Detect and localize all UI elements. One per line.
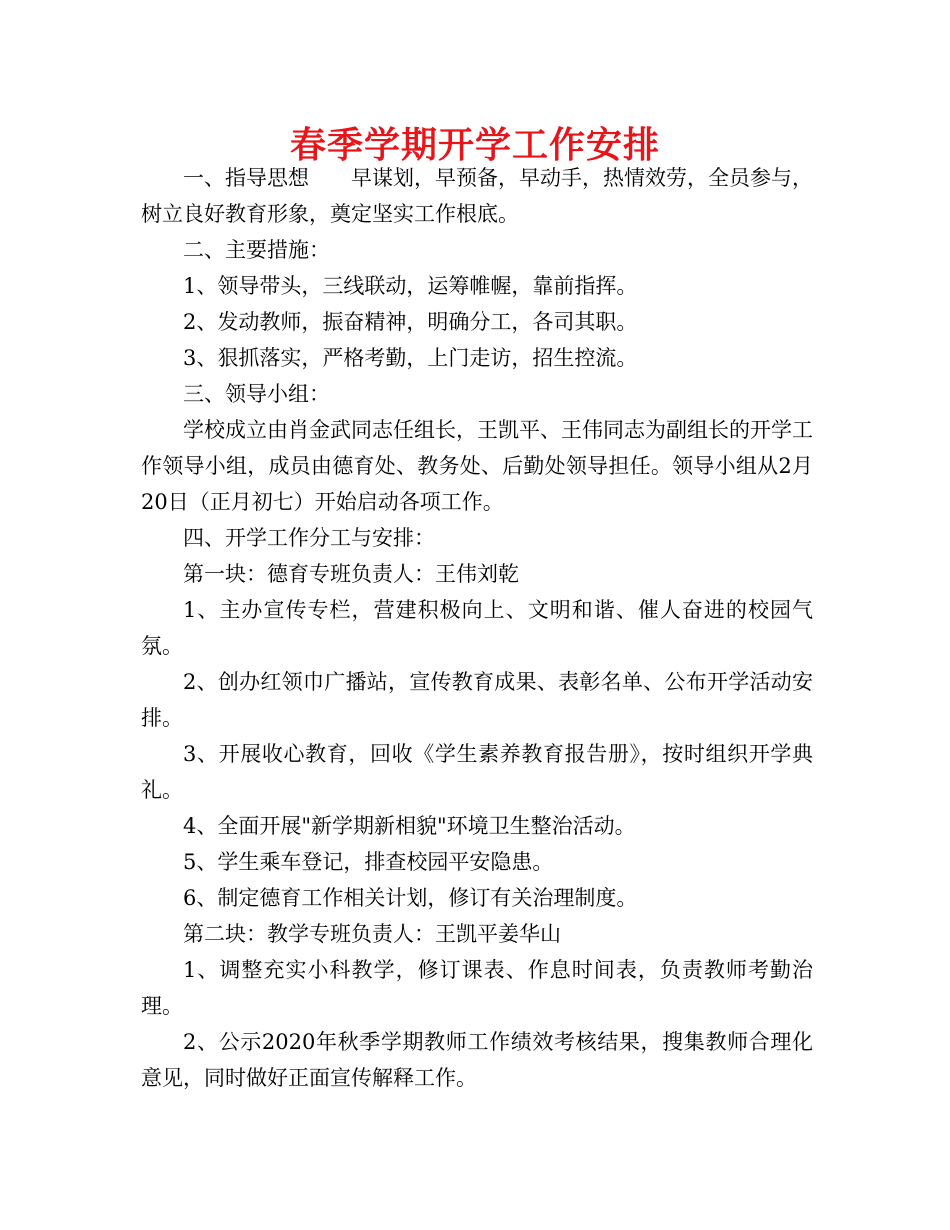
section-teaching: 第二块：教学专班负责人：王凯平姜华山 bbox=[183, 922, 561, 946]
moral-item: 6、制定德育工作相关计划，修订有关治理制度。 bbox=[183, 886, 638, 910]
measure-item: 3、狠抓落实，严格考勤，上门走访，招生控流。 bbox=[183, 346, 638, 370]
moral-item: 4、全面开展"新学期新相貌"环境卫生整治活动。 bbox=[183, 814, 636, 838]
moral-item: 3、开展收心教育，回收《学生素养教育报告册》，按时组织开学典礼。 bbox=[141, 742, 813, 802]
measure-item: 1、领导带头，三线联动，运筹帷幄，靠前指挥。 bbox=[183, 274, 638, 298]
moral-item: 1、主办宣传专栏，营建积极向上、文明和谐、催人奋进的校园气氛。 bbox=[141, 598, 813, 658]
paragraph-guiding-thought: 一、指导思想 早谋划，早预备，早动手，热情效劳，全员参与，树立良好教育形象，奠定坚实工作根底。 bbox=[141, 166, 813, 226]
measure-item: 2、发动教师，振奋精神，明确分工，各司其职。 bbox=[183, 310, 638, 334]
moral-item: 2、创办红领巾广播站，宣传教育成果、表彰名单、公布开学活动安排。 bbox=[141, 670, 813, 730]
paragraph-leadership-group: 学校成立由肖金武同志任组长，王凯平、王伟同志为副组长的开学工作领导小组，成员由德育处、教务处、后勤处领导担任。领导小组从2月20日（正月初七）开始启动各项工作。 bbox=[141, 418, 813, 514]
teaching-item: 1、调整充实小科教学，修订课表、作息时间表，负责教师考勤治理。 bbox=[141, 958, 813, 1018]
moral-item: 5、学生乘车登记，排查校园平安隐患。 bbox=[183, 850, 554, 874]
document-body bbox=[141, 160, 813, 1096]
heading-leadership-group: 三、领导小组： bbox=[183, 382, 330, 406]
section-moral-education: 第一块：德育专班负责人：王伟刘乾 bbox=[183, 562, 519, 586]
teaching-item: 2、公示2020年秋季学期教师工作绩效考核结果，搜集教师合理化意见，同时做好正面宣传解释工作。 bbox=[141, 1030, 813, 1090]
heading-work-division: 四、开学工作分工与安排： bbox=[183, 526, 435, 550]
document-title: 春季学期开学工作安排 bbox=[289, 124, 660, 166]
heading-main-measures: 二、主要措施： bbox=[183, 238, 330, 262]
